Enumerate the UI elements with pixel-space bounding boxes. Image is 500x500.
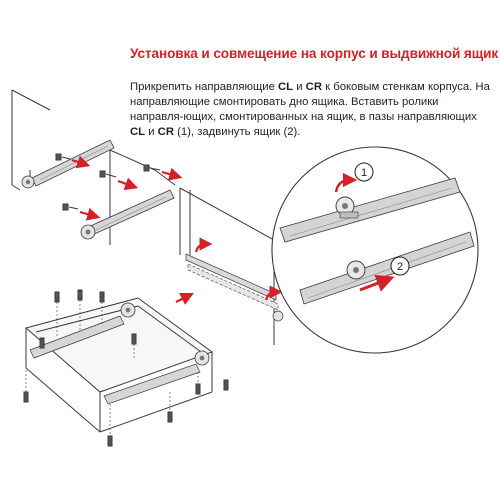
rail-center bbox=[186, 254, 283, 321]
instr-and-1: и bbox=[293, 81, 306, 93]
detail-zoom-circle bbox=[272, 147, 478, 353]
instr-part-2: к боковым стенкам корпуса. На направляющие смонтировать дно ящика. Вставить ролики направля-ющих, смонтированных на ящик, в пазы направляющих bbox=[130, 81, 490, 123]
callout-step-1-label: 1 bbox=[360, 167, 368, 179]
red-arrow-icon bbox=[176, 296, 188, 302]
rail-cr-lower bbox=[81, 190, 174, 239]
red-arrow-icon bbox=[72, 160, 176, 216]
instr-cl-1: CL bbox=[278, 81, 294, 93]
callout-step-2-label: 2 bbox=[396, 261, 404, 273]
instr-and-2: и bbox=[145, 126, 158, 138]
instr-part-1: Прикрепить направляющие bbox=[130, 81, 279, 93]
cabinet-side-panel bbox=[12, 90, 175, 245]
instr-cr-2: CR bbox=[157, 126, 174, 138]
page-title: Установка и совмещение на корпус и выдвижной ящик bbox=[130, 46, 499, 61]
instr-cl-2: CL bbox=[130, 126, 146, 138]
rail-cl-upper bbox=[22, 140, 114, 188]
instr-part-3: (1), задвинуть ящик (2). bbox=[173, 126, 301, 138]
callout-step-2 bbox=[391, 257, 409, 275]
instr-cr-1: CR bbox=[305, 81, 322, 93]
callout-step-1 bbox=[355, 163, 373, 181]
